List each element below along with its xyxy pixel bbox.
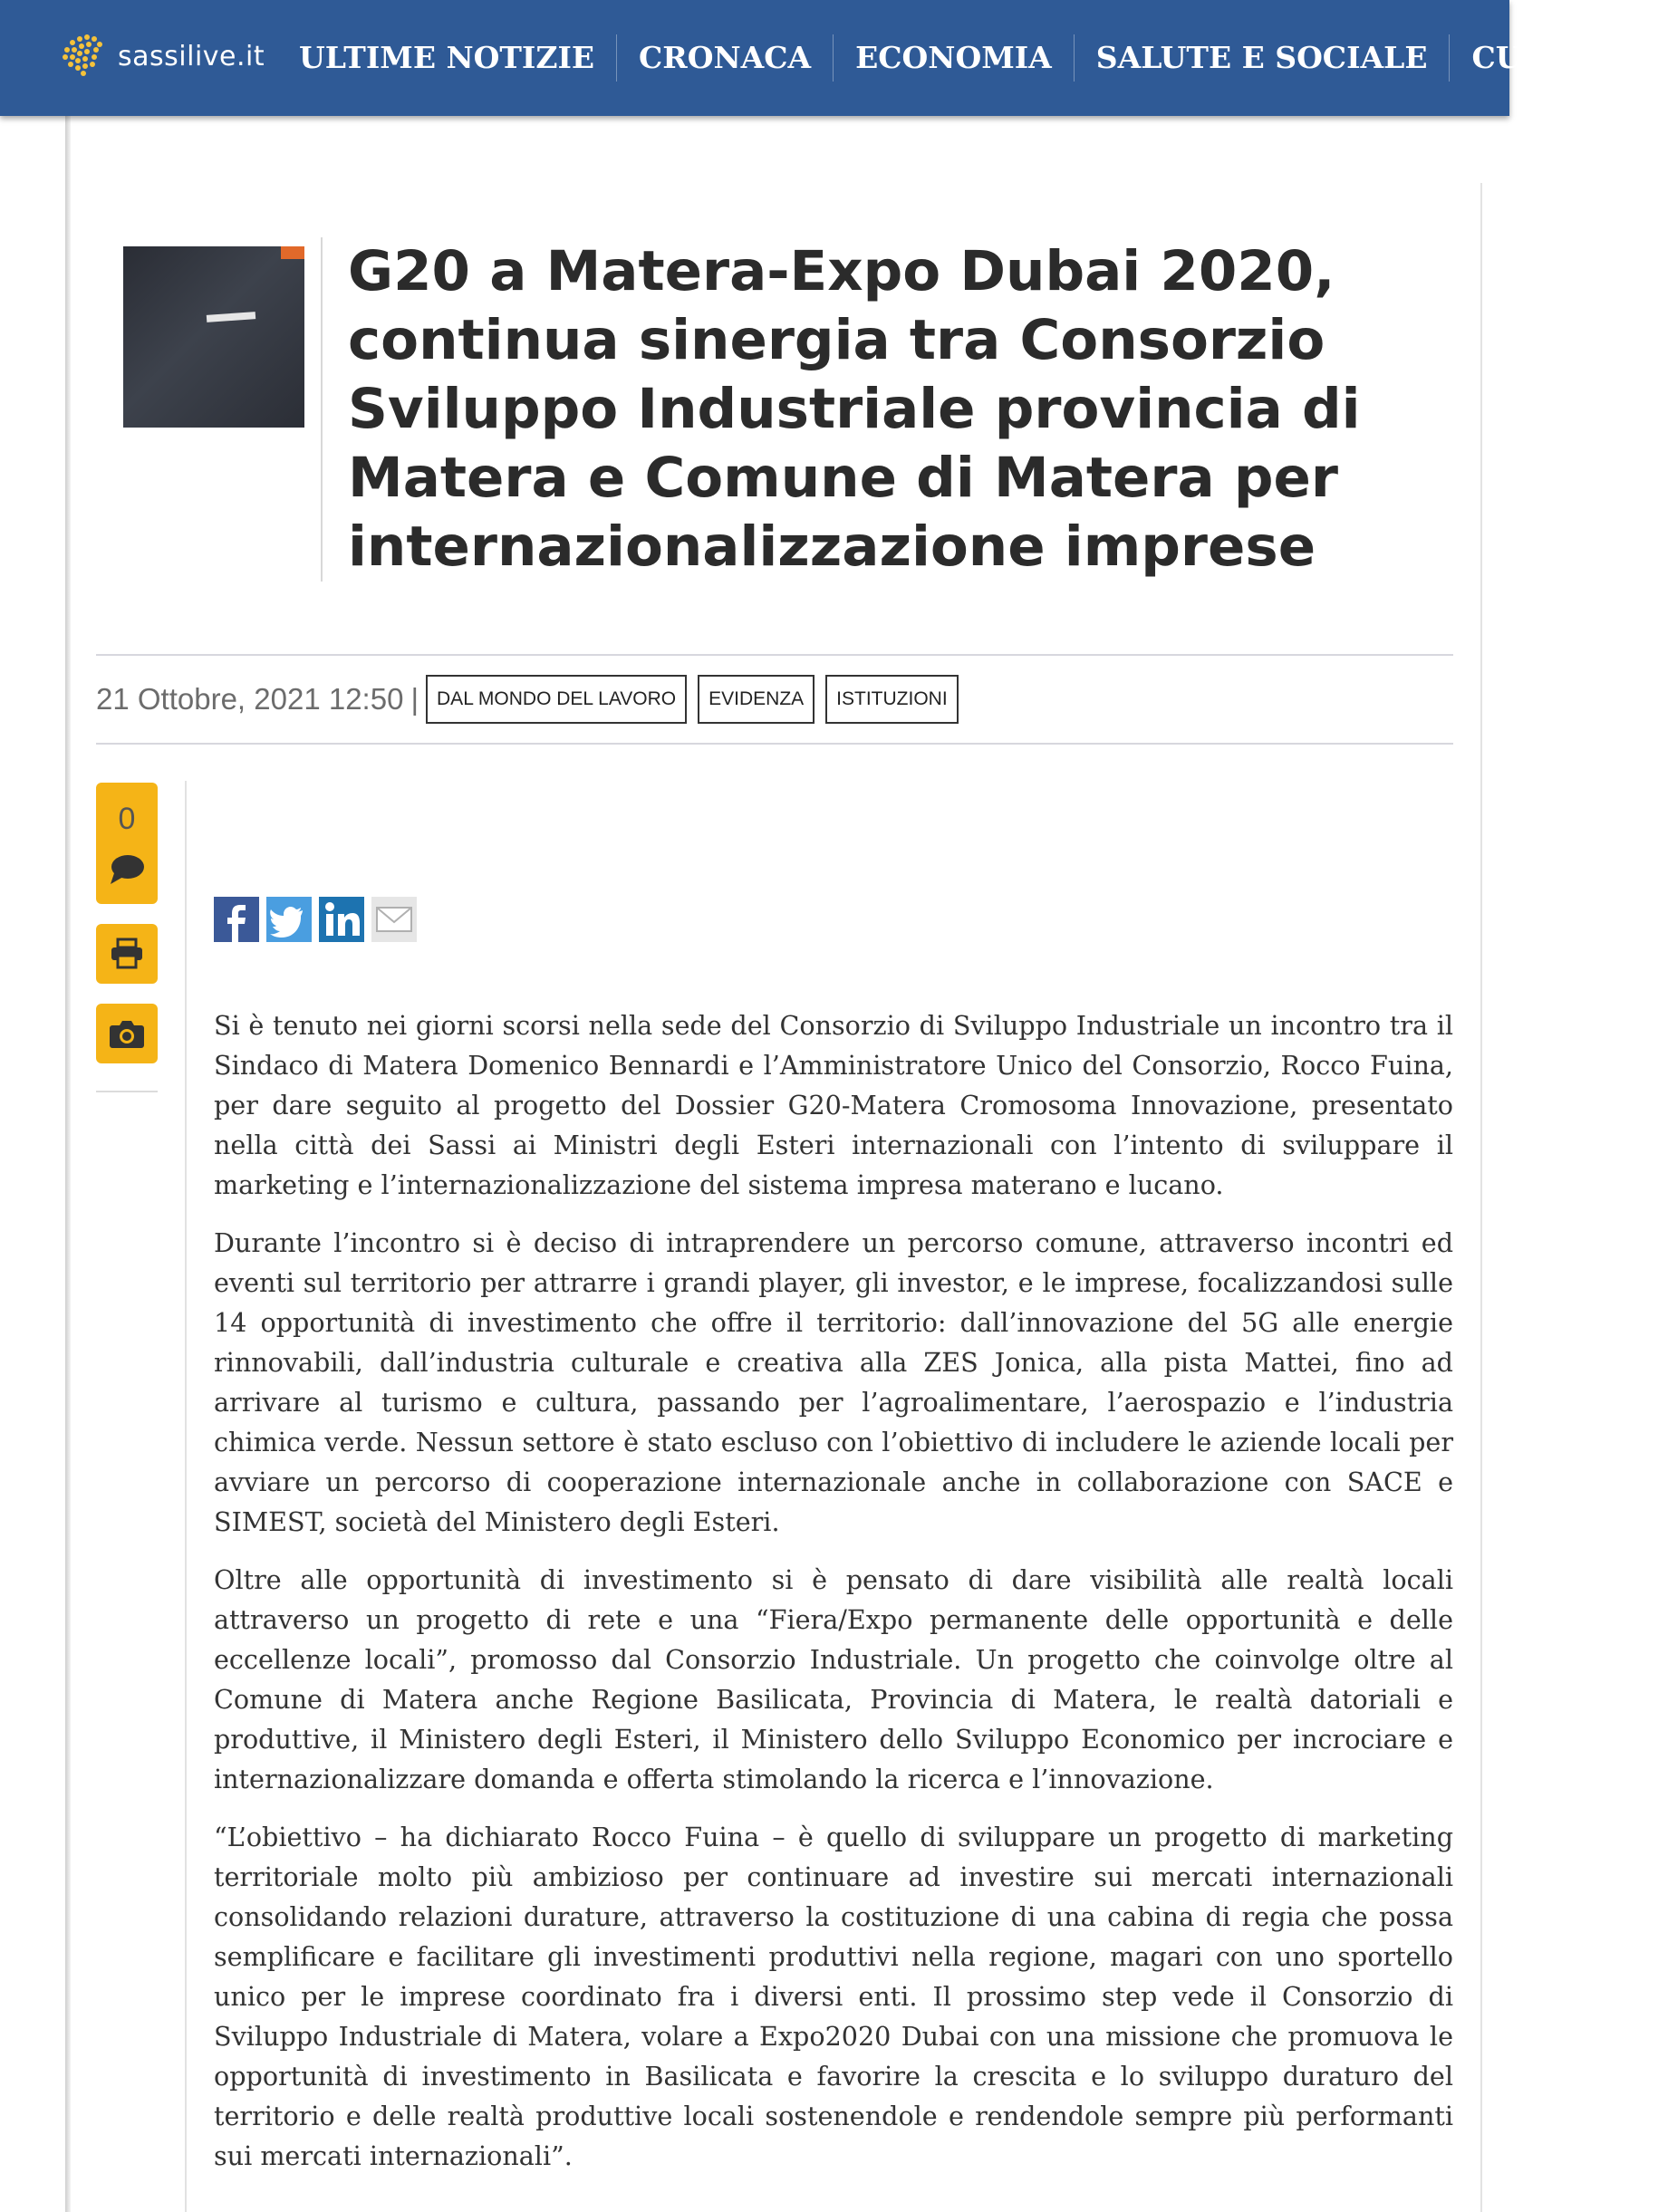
tag-dal-mondo-del-lavoro[interactable]: DAL MONDO DEL LAVORO: [426, 675, 687, 724]
tools-divider: [96, 1091, 158, 1092]
nav-item-salute-e-sociale[interactable]: SALUTE E SOCIALE: [1074, 34, 1450, 82]
comment-icon: [109, 853, 145, 886]
share-bar: [214, 897, 417, 942]
nav-item-economia[interactable]: ECONOMIA: [833, 34, 1074, 82]
article-paragraph: Durante l’incontro si è deciso di intraprendere un percorso comune, attraverso incontri ed eventi sul territorio per attrarre i grandi player, gli investor, e le imprese, focalizzandosi sulle 14 opportunità di investimento che offre il territorio: dall’innovazione del 5G alle energie rinnovabili, dall’industria culturale e creativa alla ZES Jonica, alla pista Mattei, fino ad arrivare al turismo e cultura, passando per l’agroalimentare, l’aerospazio e l’industria chimica verde. Nessun settore è stato escluso con l’obiettivo di includere le aziende locali per avviare un percorso di cooperazione internazionale anche in collaborazione con SACE e SIMEST, società del Ministero degli Esteri.: [214, 1227, 1453, 1537]
tag-istituzioni[interactable]: ISTITUZIONI: [825, 675, 959, 724]
gallery-button[interactable]: [96, 1004, 158, 1063]
meta-divider-top: [96, 654, 1453, 656]
article-paragraph: “L’obiettivo – ha dichiarato Rocco Fuina – è quello di sviluppare un progetto di marketing territoriale molto più ambizioso per continuare ad investire sui mercati internazionali consolidando relazioni durature, attraverso la costituzione di una cabina di regia che possa semplificare e facilitare gli investimenti produttivi nella regione, magari con uno sportello unico per le imprese coordinato fra i diversi enti. Il prossimo step vede il Consorzio di Sviluppo Industriale di Matera, volare a Expo2020 Dubai con una missione che promuova le opportunità di investimento in Basilicata e favorire la crescita e lo sviluppo duraturo del territorio e delle realtà produttive locali sostenendole e rendendole sempre più performanti sui mercati internazionali”.: [214, 1822, 1453, 2171]
print-icon: [110, 938, 144, 969]
logo-text: sassilive.it: [118, 40, 265, 72]
facebook-icon[interactable]: [214, 897, 259, 942]
tag-evidenza[interactable]: EVIDENZA: [698, 675, 815, 724]
twitter-icon[interactable]: [266, 897, 312, 942]
meta-separator: |: [410, 682, 419, 716]
nav-item-cronaca[interactable]: CRONACA: [616, 34, 833, 82]
camera-icon: [109, 1018, 145, 1049]
article-meta: [96, 674, 969, 725]
main-nav: [281, 0, 1658, 116]
article-thumbnail: [123, 246, 304, 428]
linkedin-icon[interactable]: [319, 897, 364, 942]
comments-button[interactable]: [96, 783, 158, 904]
article-paragraph: Si è tenuto nei giorni scorsi nella sede del Consorzio di Sviluppo Industriale un incontro tra il Sindaco di Matera Domenico Bennardi e l’Amministratore Unico del Consorzio, Rocco Fuina, per dare seguito al progetto del Dossier G20-Matera Cromosoma Innovazione, presentato nella città dei Sassi ai Ministri degli Esteri internazionali con l’intento di sviluppare il marketing e l’internazionalizzazione del sistema impresa materano e lucano.: [214, 1010, 1453, 1200]
article-body: [214, 1005, 1453, 2194]
top-navigation-bar: [0, 0, 1637, 116]
logo-swirl-icon: [54, 26, 114, 86]
site-logo[interactable]: [54, 27, 265, 85]
title-divider: [321, 237, 323, 582]
article-paragraph: Oltre alle opportunità di investimento si è pensato di dare visibilità alle realtà locali attraverso un progetto di rete e una “Fiera/Expo permanente delle opportunità e delle eccellenze locali”, promosso dal Consorzio Industriale. Un progetto che coinvolge oltre al Comune di Matera anche Regione Basilicata, Provincia di Matera, le realtà datoriali e produttive, il Ministero degli Esteri, il Ministero dello Sviluppo Economico per incrociare e internazionalizzare domanda e offerta stimolando la ricerca e l’innovazione.: [214, 1564, 1453, 1794]
article-date: 21 Ottobre, 2021 12:50: [96, 682, 404, 716]
article-title: G20 a Matera-Expo Dubai 2020, continua sinergia tra Consorzio Sviluppo Industriale provincia di Matera e Comune di Matera per internazionalizzazione imprese: [348, 239, 1361, 579]
nav-item-cultura[interactable]: CULTURA: [1449, 34, 1658, 82]
page-right-border: [1480, 183, 1482, 2212]
content-divider: [185, 781, 187, 2212]
nav-item-ultime-notizie[interactable]: ULTIME NOTIZIE: [299, 40, 595, 75]
comment-count: 0: [118, 801, 136, 836]
email-icon[interactable]: [371, 897, 417, 942]
meta-divider-bottom: [96, 743, 1453, 745]
print-button[interactable]: [96, 924, 158, 984]
page-left-shadow: [65, 116, 71, 2212]
